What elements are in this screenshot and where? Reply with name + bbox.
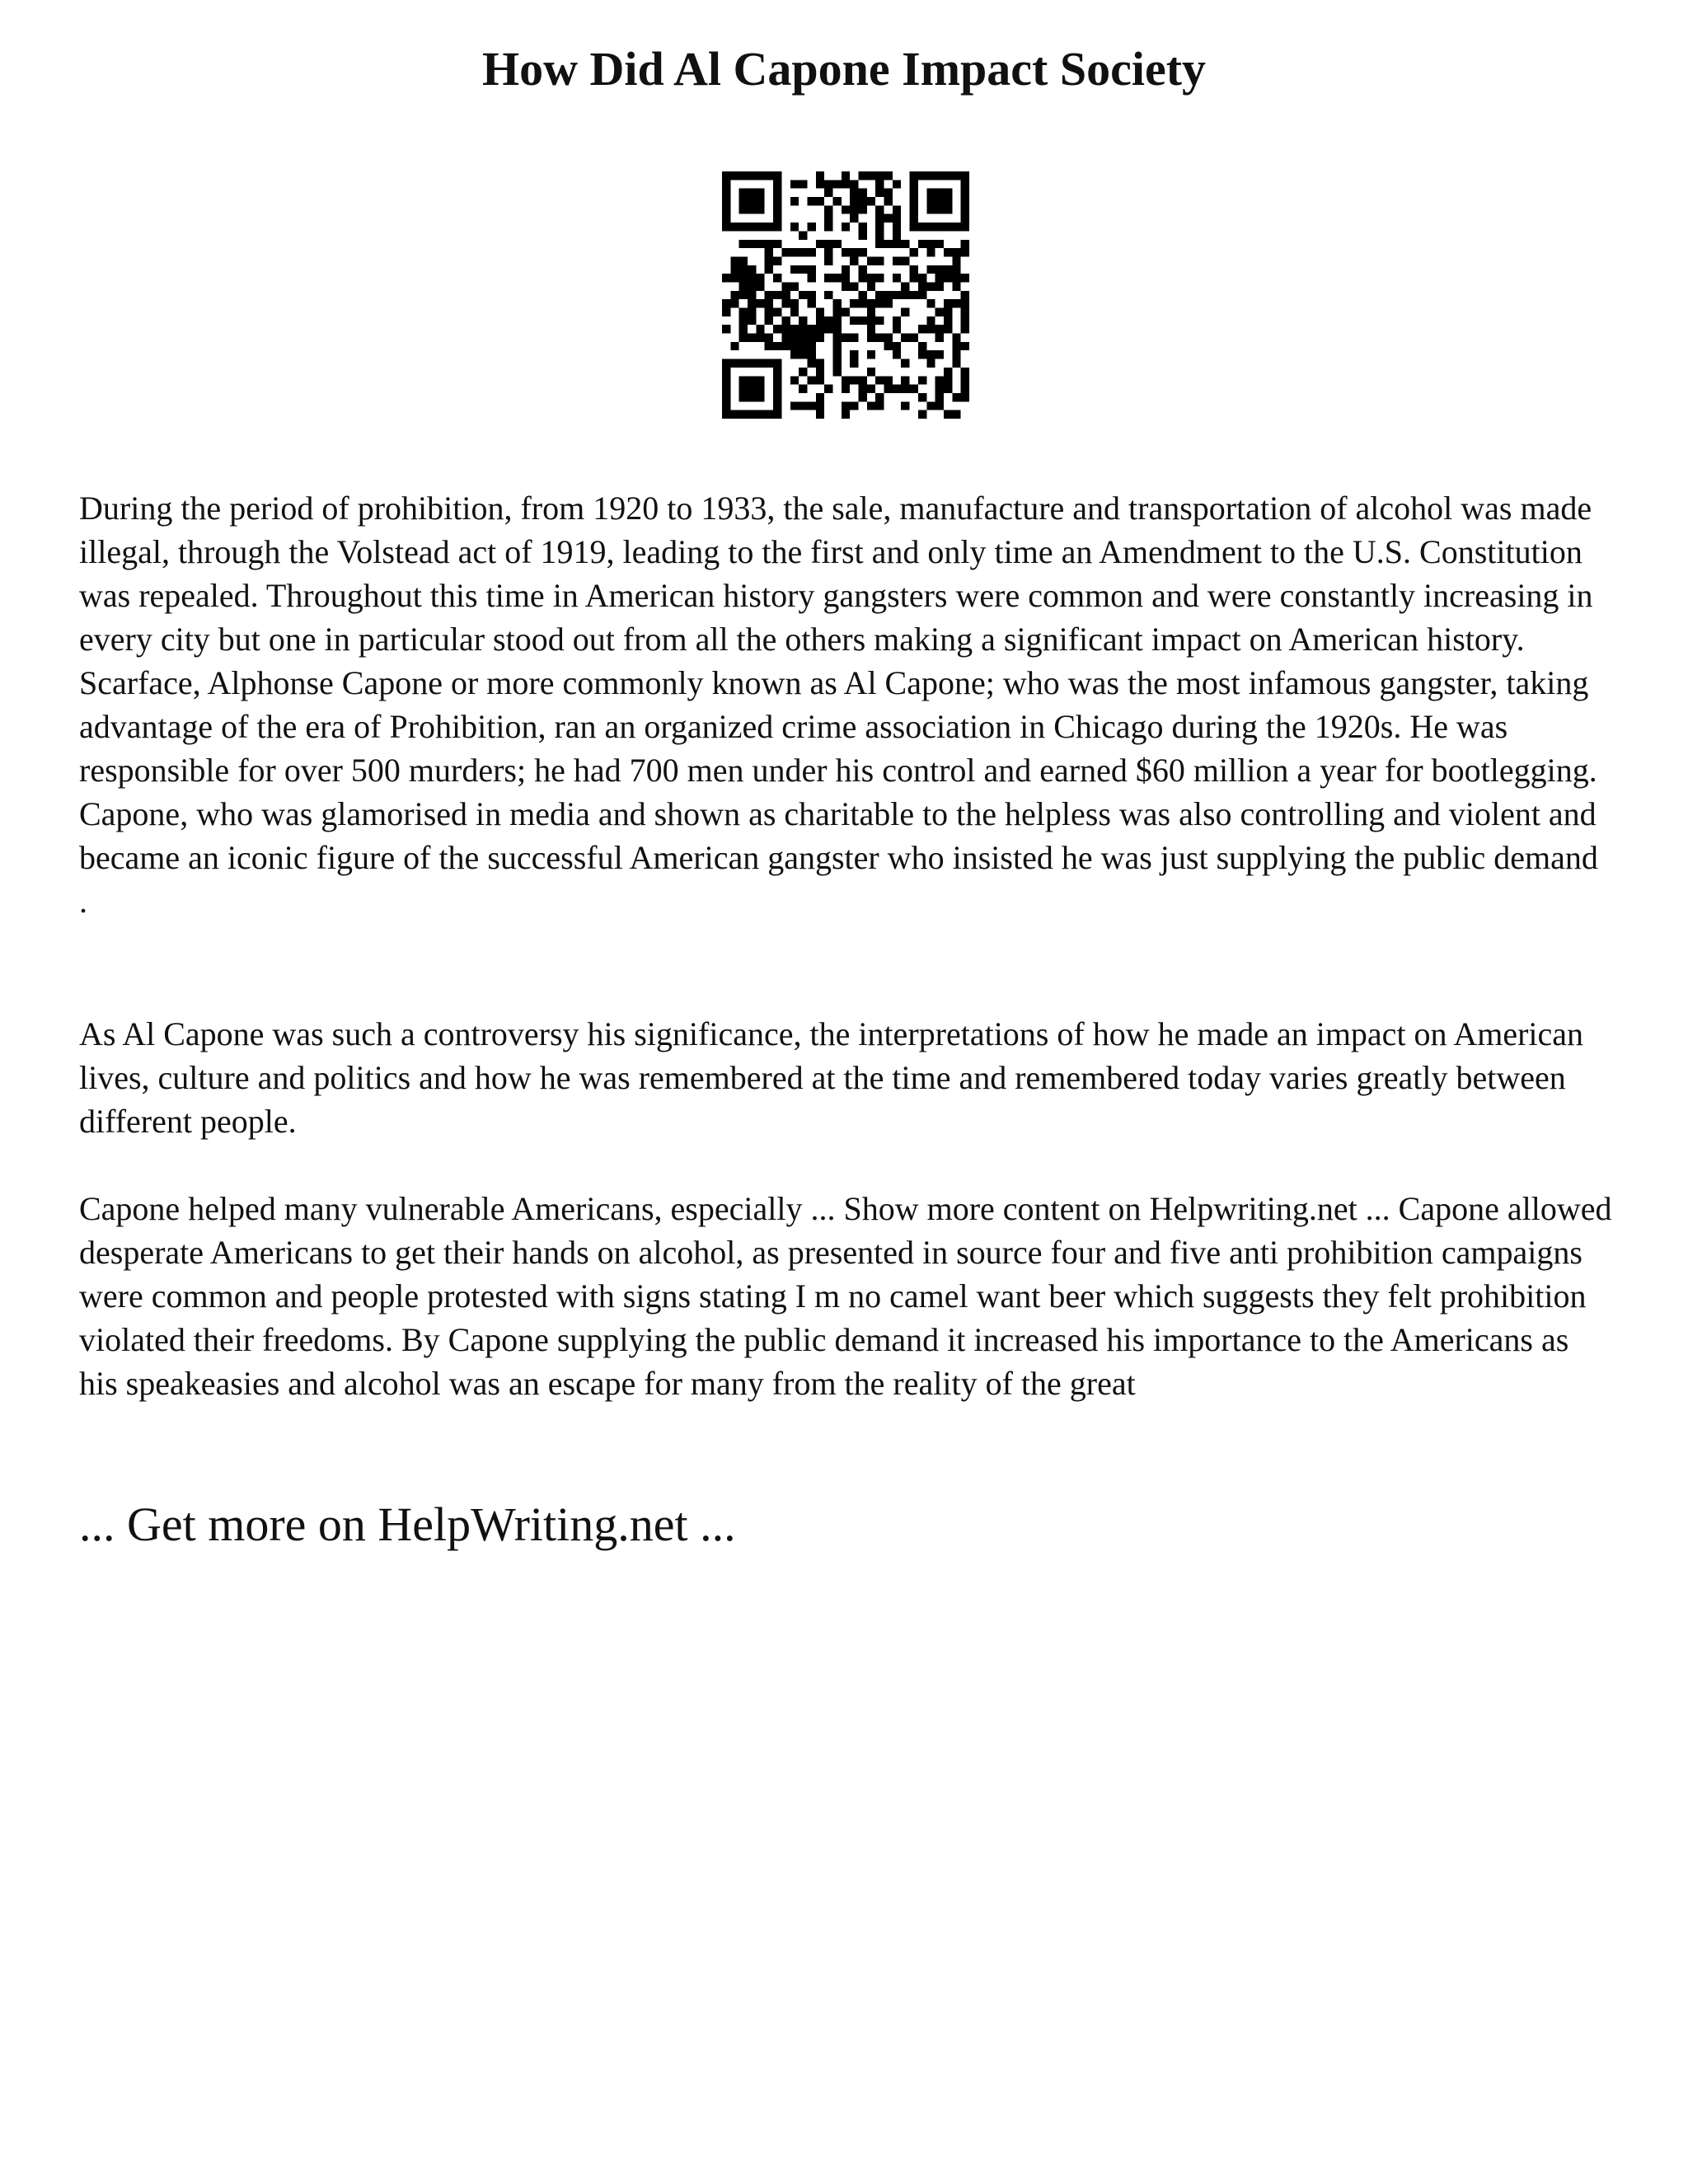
body-paragraph: Capone helped many vulnerable Americans, especially ... Show more content on Helpwriting.net ... Capone allowed desperate Americans to get their hands on alcohol, as presented in source four and five anti prohibition campaigns were common and people protested with signs stating I m no camel want beer which suggests they felt prohibition violated their freedoms. By Capone supplying the public demand it increased his importance to the Americans as his speakeasies and alcohol was an escape for many from the reality of the great [79, 1190, 1612, 1402]
qr-code-icon[interactable] [722, 171, 969, 419]
qr-code-graphic [722, 171, 969, 419]
body-paragraph: As Al Capone was such a controversy his significance, the interpretations of how he made an impact on American lives, culture and politics and how he was remembered at the time and remembered today varies greatly between different people. [79, 1015, 1584, 1140]
page-title: How Did Al Capone Impact Society [481, 42, 1207, 96]
body-paragraph: During the period of prohibition, from 1920 to 1933, the sale, manufacture and transportation of alcohol was made illegal, through the Volstead act of 1919, leading to the first and only time an Amendment to the U.S. Constitution was repealed. Throughout this time in American history gangsters were common and were constantly increasing in every city but one in particular stood out from all the others making a significant impact on American history. Scarface, Alphonse Capone or more commonly known as Al Capone; who was the most infamous gangster, taking advantage of the era of Prohibition, ran an organized crime association in Chicago during the 1920s. He was responsible for over 500 murders; he had 700 men under his control and earned $60 million a year for bootlegging. Capone, who was glamorised in media and shown as charitable to the helpless was also controlling and violent and became an iconic figure of the successful American gangster who insisted he was just supplying the public demand . [79, 490, 1598, 920]
get-more-link[interactable]: ... Get more on HelpWriting.net ... [79, 1497, 736, 1551]
